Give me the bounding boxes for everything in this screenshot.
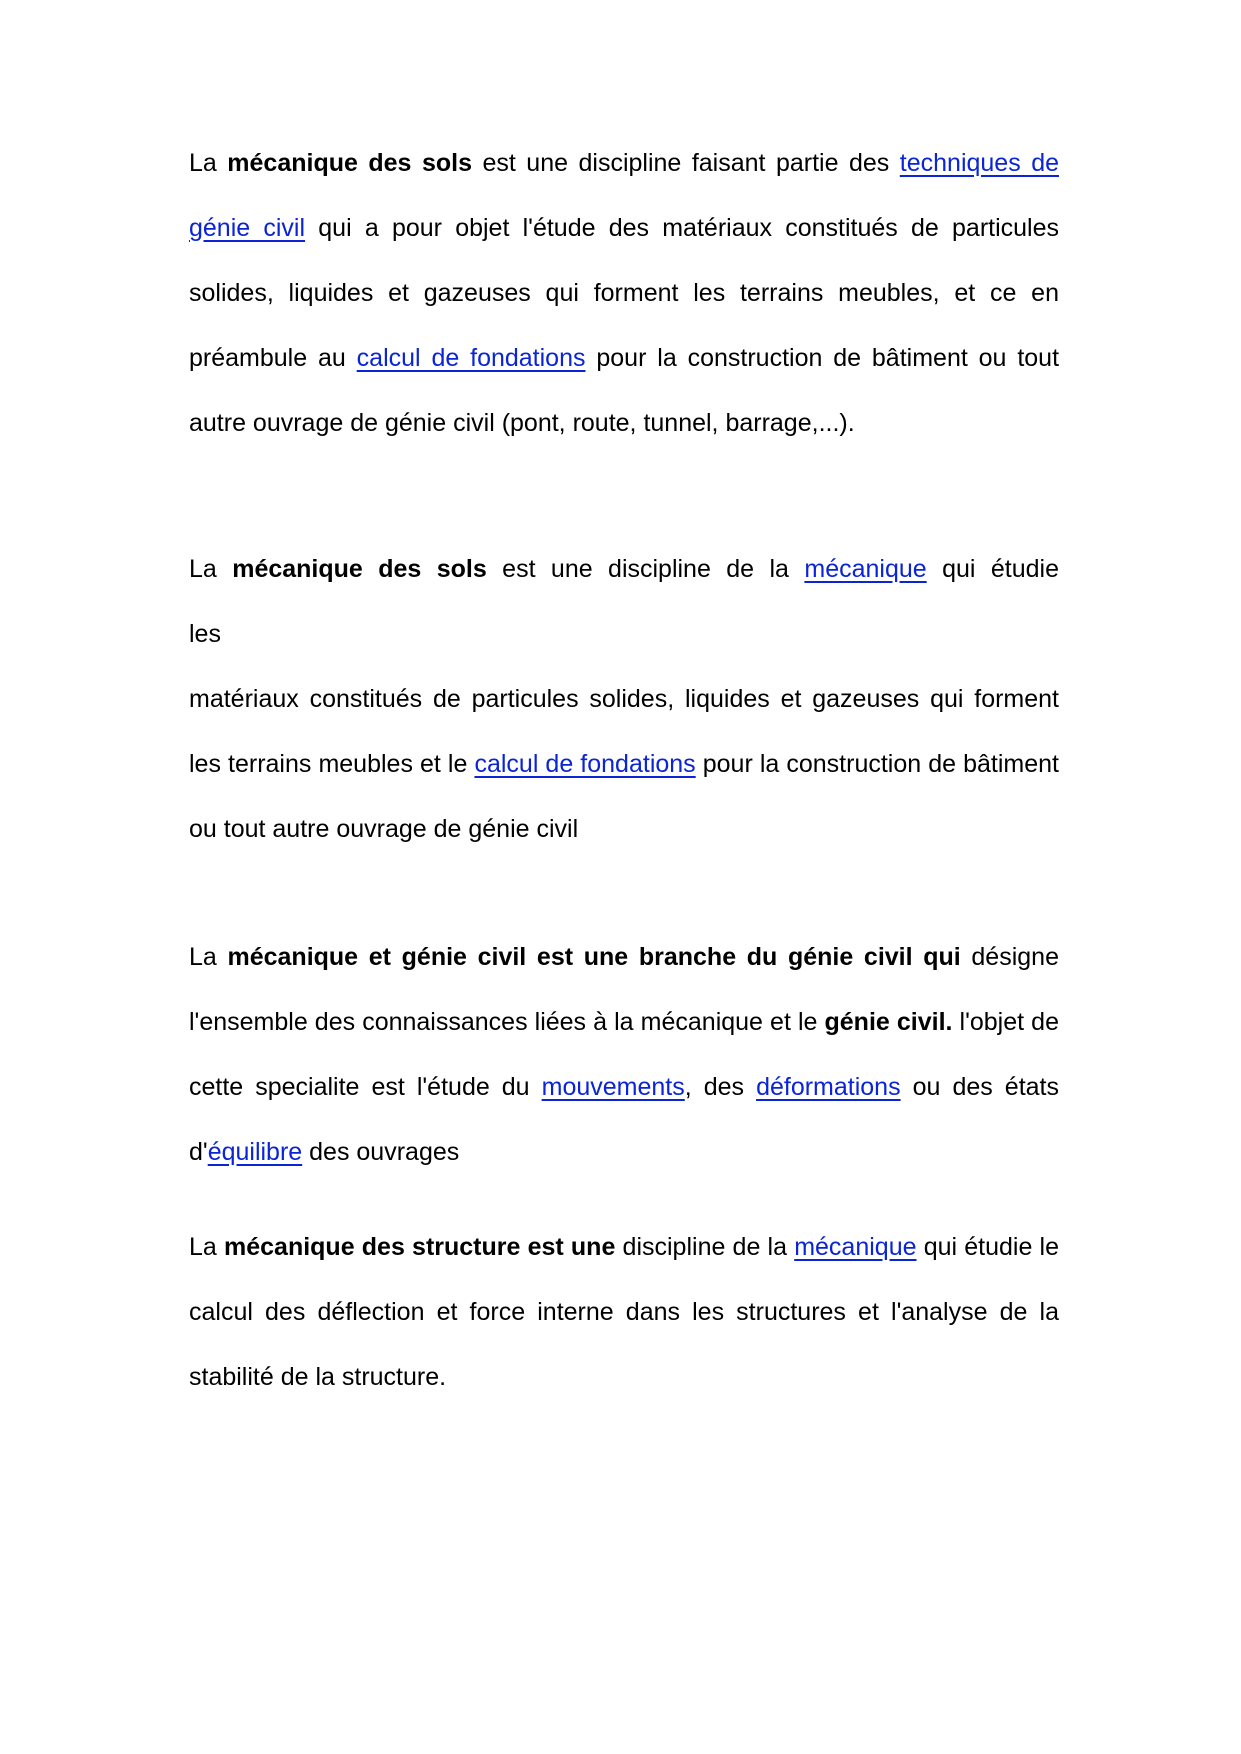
- text: discipline de la: [615, 1233, 795, 1261]
- text: pour la construction de bâtiment ou tout autre ouvrage de génie civil (pont, route, tunnel, barrage,...).: [189, 344, 1060, 437]
- text: ou des états d': [189, 1073, 1059, 1166]
- paragraph-mechanics-civil-engineering: [189, 925, 1059, 1185]
- link-mecanique[interactable]: mécanique: [804, 555, 927, 583]
- text: qui étudie le calcul des déflection et force interne dans les structures et l'analyse de la stabilité de la structure.: [189, 1233, 1059, 1391]
- text: l'objet de cette specialite est l'étude du: [189, 1008, 1059, 1101]
- text: La: [189, 943, 228, 971]
- bold-term: mécanique des sols: [227, 149, 472, 177]
- text: pour la construction de bâtiment ou tout autre ouvrage de génie civil: [189, 750, 1059, 843]
- bold-term: génie civil.: [824, 1008, 953, 1036]
- link-calcul-fondations[interactable]: calcul de fondations: [356, 344, 586, 372]
- text: qui a pour objet l'étude des matériaux constitués de particules solides, liquides et gazeuses qui forment les terrains meubles, et ce en préambule au: [189, 214, 1059, 372]
- text: désigne l'ensemble des connaissances liées à la mécanique et le: [189, 943, 1059, 1036]
- link-mecanique[interactable]: mécanique: [794, 1233, 917, 1261]
- bold-term: mécanique des sols: [232, 555, 487, 583]
- text: La: [189, 555, 233, 583]
- line: [189, 537, 1059, 602]
- link-mouvements[interactable]: mouvements: [541, 1073, 685, 1101]
- text: les: [189, 620, 221, 648]
- link-deformations[interactable]: déformations: [756, 1073, 901, 1101]
- bold-term: mécanique et génie civil est une branche du génie civil qui: [227, 943, 961, 971]
- text: matériaux constitués de particules solides, liquides et gazeuses qui forment les terrains meubles et le: [189, 685, 1059, 778]
- text: est une discipline faisant partie des: [471, 149, 900, 177]
- text: , des: [684, 1073, 757, 1101]
- link-techniques-genie-civil[interactable]: techniques de génie civil: [189, 149, 1059, 242]
- text: est une discipline de la: [486, 555, 805, 583]
- bold-term: mécanique des structure est une: [224, 1233, 616, 1261]
- text: des ouvrages: [302, 1138, 460, 1166]
- paragraph-structural-mechanics: [189, 1215, 1059, 1410]
- paragraph-soil-mechanics-2: [189, 537, 1059, 862]
- paragraph-soil-mechanics-1: [189, 131, 1059, 456]
- text: qui étudie: [926, 555, 1059, 583]
- link-calcul-fondations[interactable]: calcul de fondations: [474, 750, 696, 778]
- text: La: [189, 149, 228, 177]
- text: La: [189, 1233, 224, 1261]
- line: [189, 667, 1059, 862]
- link-equilibre[interactable]: équilibre: [207, 1138, 303, 1166]
